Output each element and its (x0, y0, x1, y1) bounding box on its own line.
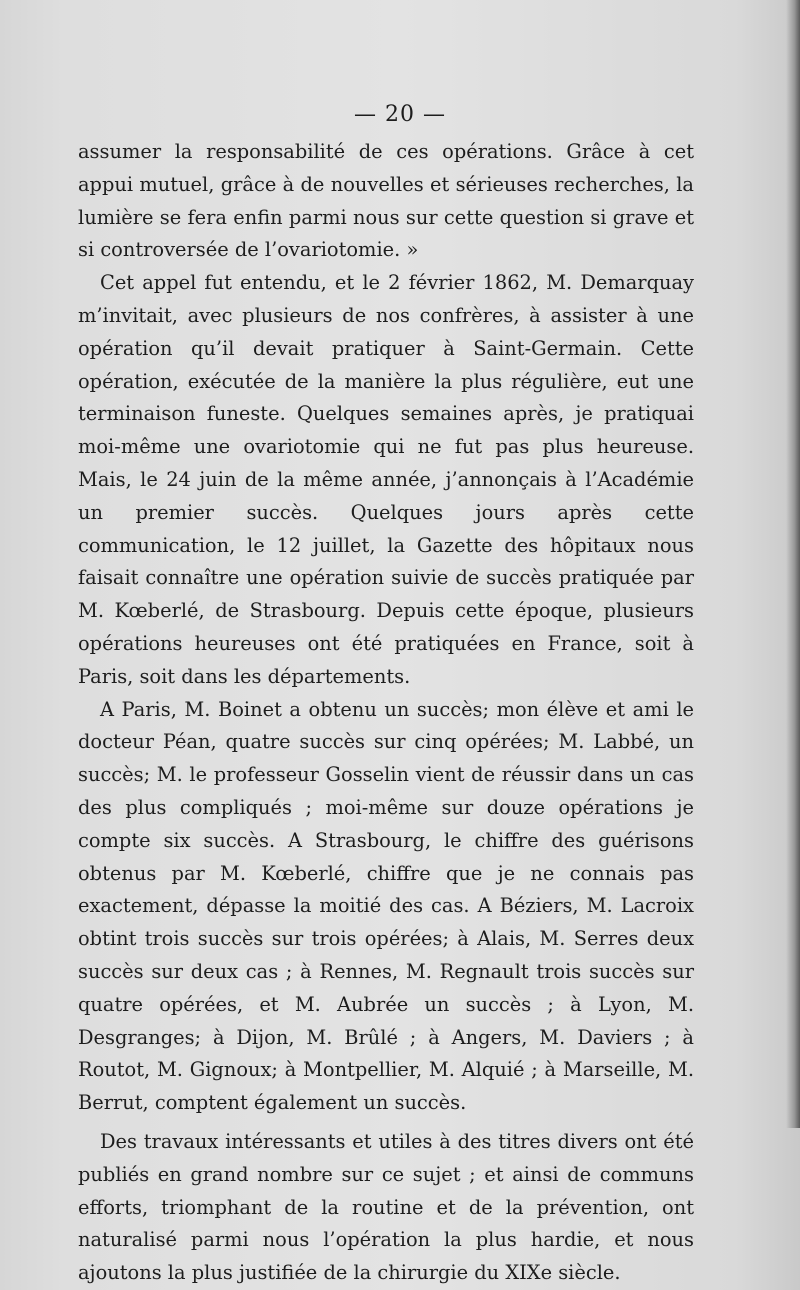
body-text (78, 136, 694, 1290)
page-edge-shadow (786, 0, 800, 1128)
paragraph-2: Cet appel fut entendu, et le 2 février 1862, M. Demarquay m’invitait, avec plusieurs de nos confrères, à assister à une opération qu’il devait pratiquer à Saint-Germain. Cette opération, exécutée de la manière la plus régulière, eut une terminaison funeste. Quelques semaines après, je pratiquai moi-même une ovariotomie qui ne fut pas plus heureuse. Mais, le 24 juin de la même année, j’annonçais à l’Académie un premier succès. Quelques jours après cette communication, le 12 juillet, la Gazette des hôpitaux nous faisait connaître une opération suivie de succès pratiquée par M. Kœberlé, de Strasbourg. Depuis cette époque, plusieurs opérations heureuses ont été pratiquées en France, soit à Paris, soit dans les départements. (78, 271, 694, 688)
paragraph-3: A Paris, M. Boinet a obtenu un succès; mon élève et ami le docteur Péan, quatre succès sur cinq opérées; M. Labbé, un succès; M. le professeur Gosselin vient de réussir dans un cas des plus compliqués ; moi-même sur douze opérations je compte six succès. A Strasbourg, le chiffre des guérisons obtenus par M. Kœberlé, chiffre que je ne connais pas exactement, dépasse la moitié des cas. A Béziers, M. Lacroix obtint trois succès sur trois opérées; à Alais, M. Serres deux succès sur deux cas ; à Rennes, M. Regnault trois succès sur quatre opérées, et M. Aubrée un succès ; à Lyon, M. Desgranges; à Dijon, M. Brûlé ; à Angers, M. Daviers ; à Routot, M. Gignoux; à Montpellier, M. Alquié ; à Marseille, M. Berrut, comptent également un succès. (78, 697, 694, 1115)
paragraph-4: Des travaux intéressants et utiles à des titres divers ont été publiés en grand nombre sur ce sujet ; et ainsi de communs efforts, triomphant de la routine et de la prévention, ont naturalisé parmi nous l’opération la plus hardie, et nous ajoutons la plus justifiée de la chirurgie du XIXe siècle. (78, 1129, 694, 1285)
page-number: — 20 — (354, 102, 446, 127)
paragraph-1: assumer la responsabilité de ces opérations. Grâce à cet appui mutuel, grâce à de nouvelles et sérieuses recherches, la lumière se fera enfin parmi nous sur cette question si grave et si controversée de l’ovariotomie. » (78, 140, 694, 262)
